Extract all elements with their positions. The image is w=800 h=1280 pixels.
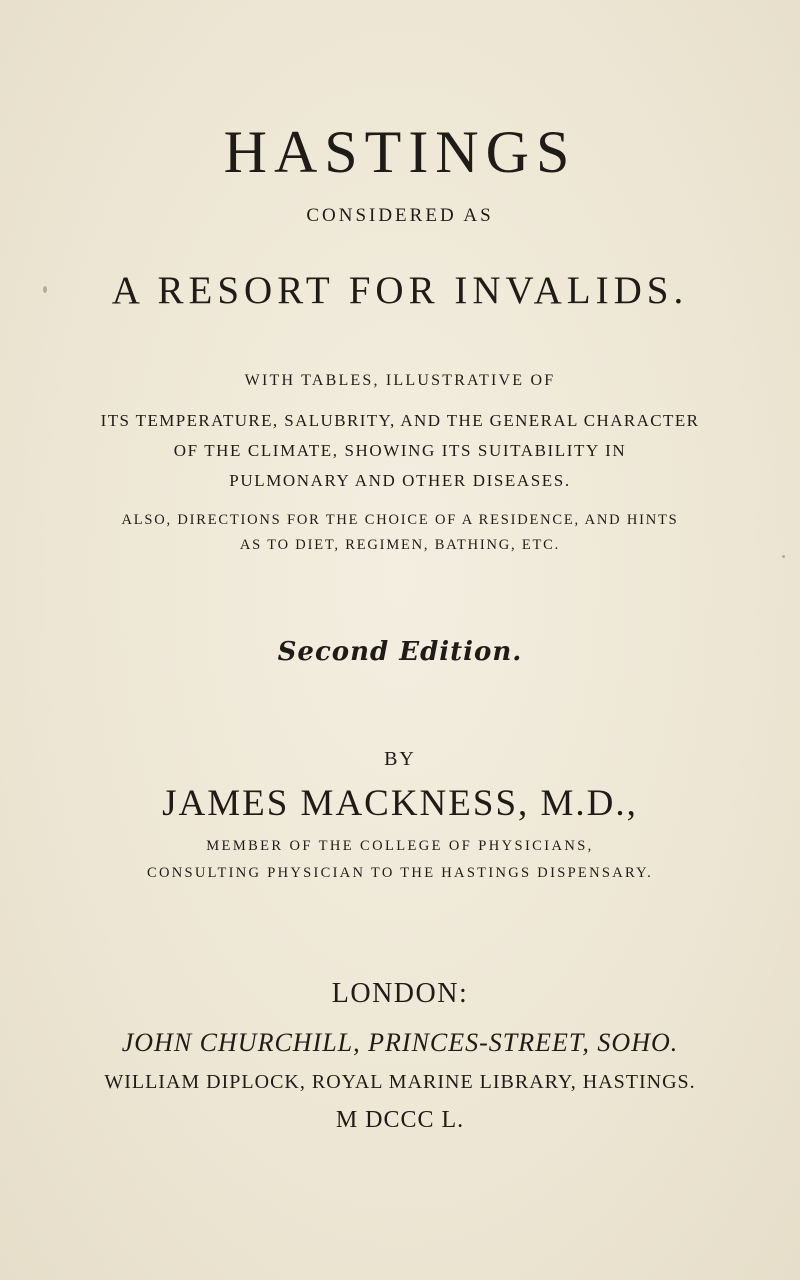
by-label: BY xyxy=(384,748,416,770)
publisher-line: WILLIAM DIPLOCK, ROYAL MARINE LIBRARY, HASTINGS. xyxy=(104,1071,696,1093)
also-line: ALSO, DIRECTIONS FOR THE CHOICE OF A RESIDENCE, AND HINTS xyxy=(121,512,679,528)
paper-speck xyxy=(782,555,785,558)
subtitle-line: OF THE CLIMATE, SHOWING ITS SUITABILITY IN xyxy=(173,441,627,460)
publisher-line: JOHN CHURCHILL, PRINCES-STREET, SOHO. xyxy=(121,1028,679,1057)
subtitle-line: WITH TABLES, ILLUSTRATIVE OF xyxy=(244,372,556,389)
resort-heading: A RESORT FOR INVALIDS. xyxy=(111,269,689,312)
author-name: JAMES MACKNESS, M.D., xyxy=(162,783,638,824)
imprint-place: LONDON: xyxy=(331,978,469,1009)
considered-as-line: CONSIDERED AS xyxy=(306,205,494,226)
subtitle-line: PULMONARY AND OTHER DISEASES. xyxy=(229,471,571,490)
subtitle-line: ITS TEMPERATURE, SALUBRITY, AND THE GENERAL CHARACTER xyxy=(100,411,700,430)
edition-label: Second Edition. xyxy=(277,637,523,667)
imprint-year: M DCCC L. xyxy=(335,1107,465,1133)
book-title: HASTINGS xyxy=(223,119,577,185)
also-line: AS TO DIET, REGIMEN, BATHING, ETC. xyxy=(239,537,561,553)
author-credential: MEMBER OF THE COLLEGE OF PHYSICIANS, xyxy=(206,838,594,854)
author-credential: CONSULTING PHYSICIAN TO THE HASTINGS DISPENSARY. xyxy=(147,865,653,881)
